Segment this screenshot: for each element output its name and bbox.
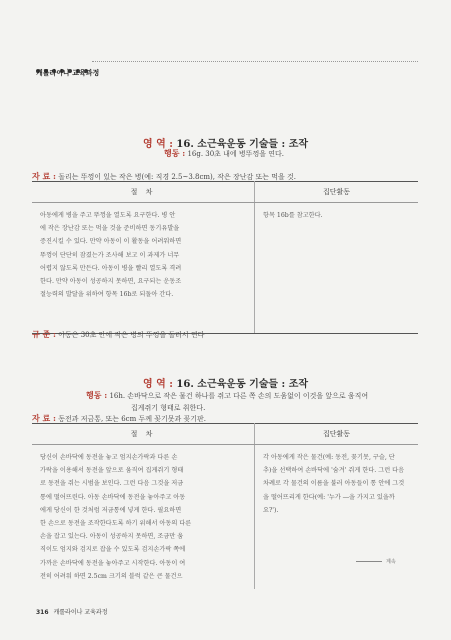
page-footer <box>36 607 108 616</box>
procedure-line: 절능력의 발달을 위하여 항목 16b로 되돌아 간다. <box>40 291 174 299</box>
section1-material-text: 돌리는 뚜껑이 있는 작은 병(예: 직경 2.5~3.8cm), 작은 장난감 또는 먹을 것. <box>58 173 296 181</box>
procedure-line: 가까운 손바닥에 동전을 놓아주고 시작한다. 아동이 여 <box>40 559 186 567</box>
procedure-line: 에 작은 장난감 또는 먹을 것을 준비하면 동기유발을 <box>40 225 180 233</box>
group-line: 을 떨어뜨리게 한다(예: '누가 ―을 가지고 있을까 <box>263 493 395 501</box>
section2-title-label: 영 역 : <box>142 379 173 390</box>
procedure-line: 직이도 엄지와 검지로 잡을 수 있도록 검지손가락 쪽에 <box>40 546 186 554</box>
section1-title-text: 16. 소근육운동 기술들 : 조작 <box>176 139 309 150</box>
section2-col-procedure: 절 차 <box>32 424 255 445</box>
procedure-line: 어렵지 않도록 만든다. 아동이 병을 빨리 열도록 격려 <box>40 264 182 272</box>
section1-criteria-text: 아동은 30초 안에 작은 병의 뚜껑을 돌려서 연다 <box>58 331 205 339</box>
group-line: 각 아동에게 작은 물건(예: 동전, 꽂기못, 구슬, 단 <box>263 454 395 461</box>
section1-criteria <box>32 329 204 340</box>
header-rule <box>92 61 418 62</box>
procedure-line: 아동에게 병을 주고 뚜껑을 열도록 요구한다. 병 안 <box>40 212 176 219</box>
section1-target <box>164 147 284 160</box>
procedure-line: 로 동전을 쥐는 시범을 보인다. 그런 다음 그것을 저금 <box>40 480 184 488</box>
section1-material-label: 자 료 : <box>32 171 56 181</box>
page-number: 316 <box>36 609 49 616</box>
procedure-line: 한다. 만약 아동이 성공하지 못하면, 요구되는 운동조 <box>40 278 182 286</box>
continued-rule <box>356 561 382 562</box>
procedure-line: 당신이 손바닥에 동전을 놓고 엄지손가락과 다른 손 <box>40 454 178 461</box>
section2-col-group: 집단활동 <box>255 424 419 445</box>
procedure-line: 한 손으로 동전을 조작한다도록 하기 위해서 아동의 다른 <box>40 520 192 528</box>
section1-procedure-cell <box>32 203 255 334</box>
procedure-line: 전히 어려워 하면 2.5cm 크기의 블럭 같은 큰 물건으 <box>40 572 183 580</box>
section2-target <box>86 389 368 414</box>
running-head: 캐롤라이나 교육과정 <box>36 69 100 77</box>
procedure-line: 에게 당신이 한 것처럼 저금통에 넣게 한다. 필요하면 <box>40 506 182 514</box>
procedure-line: 통에 떨어뜨린다. 아동 손바닥에 동전을 놓아주고 아동 <box>40 493 186 501</box>
group-line: 항목 16b를 참고한다. <box>263 212 323 219</box>
section2-target-line-1: 16h. 손바닥으로 작은 물건 하나를 쥐고 다른 쪽 손의 도움없이 이것을 앞으로 움직여 <box>109 392 369 400</box>
section2-material-label: 자 료 : <box>32 413 56 423</box>
continued-note: 계속 <box>386 559 396 565</box>
section1-target-text: 16g. 30초 내에 병뚜껑을 연다. <box>187 150 284 158</box>
section1-target-label: 행동 : <box>164 148 186 158</box>
procedure-line: 손을 잡고 있는다. 아동이 성공하지 못하면, 조금만 움 <box>40 533 184 541</box>
header-dots <box>36 58 92 64</box>
section1-criteria-label: 규 준 : <box>32 329 56 339</box>
section1-activity-table <box>32 181 418 334</box>
group-line: 추)을 선택하여 손바닥에 '숨겨' 쥐게 한다. 그런 다음 <box>263 467 405 475</box>
section1-col-procedure: 절 차 <box>32 182 255 203</box>
section1-col-group: 집단활동 <box>255 182 419 203</box>
section1-title-label: 영 역 : <box>142 139 173 150</box>
section1-group-cell <box>255 203 419 334</box>
running-foot: 캐롤라이나 교육과정 <box>53 609 108 616</box>
section2-procedure-cell <box>32 445 255 590</box>
section2-material-text: 동전과 저금통, 또는 6cm 두께 꽂기못과 꽂기판. <box>58 415 206 423</box>
section2-activity-table <box>32 423 418 589</box>
group-line: 차례로 각 물건의 이름을 불러 아동들이 통 안에 그것 <box>263 480 405 488</box>
procedure-line: 증진시킬 수 있다. 만약 아동이 이 활동을 어려워하면 <box>40 238 182 246</box>
section2-target-label: 행동 : <box>86 390 108 400</box>
section2-group-cell <box>255 445 419 590</box>
section2-title-text: 16. 소근육운동 기술들 : 조작 <box>176 379 309 390</box>
section2-title <box>0 375 451 390</box>
procedure-line: 뚜껑이 단단히 잠겼는가 조사해 보고 이 과제가 너무 <box>40 251 180 259</box>
section2-target-line-2: 집게쥐기 형태로 취한다. <box>131 404 206 412</box>
procedure-line: 가락을 이용해서 동전을 앞으로 움직여 집게쥐기 형태 <box>40 467 184 475</box>
group-line: 요?'). <box>263 506 279 514</box>
